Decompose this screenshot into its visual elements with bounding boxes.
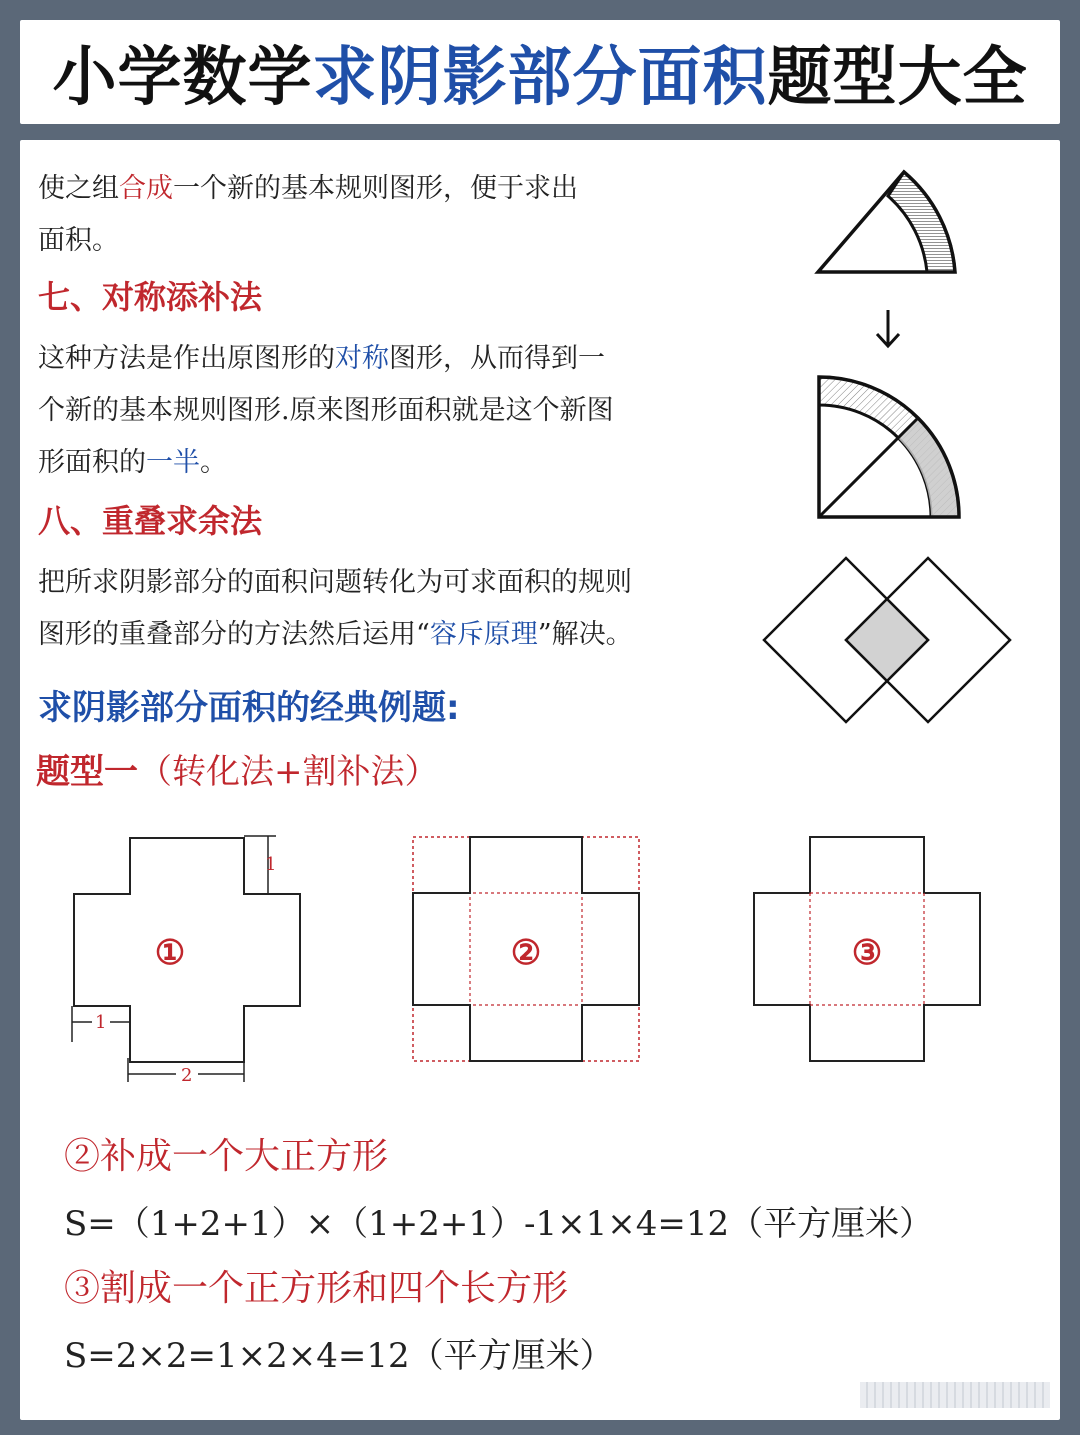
section7-highlight-3: 一半 (146, 447, 200, 478)
watermark (860, 1382, 1050, 1408)
title-part3: 题型大全 (767, 41, 1028, 115)
dim-top: 1 (265, 854, 277, 875)
intro-text-rest: 一个新的基本规则图形，便于求出 (173, 173, 578, 204)
title-part2: 求阴影部分面积 (312, 41, 768, 115)
sector-figure (810, 166, 1060, 346)
intro-text: 使之组 (38, 173, 119, 204)
type1-heading (36, 744, 439, 793)
section7-heading: 七、对称添补法 (38, 278, 263, 316)
section7-text-3: 形面积的 (38, 447, 146, 478)
section8-text-rest: ”解决。 (537, 619, 633, 650)
figure-3 (750, 832, 990, 1072)
method-2-formula: S=（1+2+1）×（1+2+1）-1×1×4=12（平方厘米） (64, 1204, 934, 1244)
dim-left: 1 (95, 1012, 107, 1033)
figure-2-label: ② (510, 933, 542, 973)
section8-highlight: 容斥原理 (429, 619, 538, 650)
quarter-circle-figure (814, 372, 974, 532)
type1-rest: （转化法+割补法） (138, 752, 439, 792)
down-arrow-icon (868, 302, 908, 352)
section7-line-2: 个新的基本规则图形.原来图形面积就是这个新图 (38, 395, 614, 426)
section7-line-1 (38, 336, 605, 375)
page-title (20, 20, 1060, 124)
figure-1-label: ① (154, 933, 186, 973)
overlapping-squares-figure (760, 554, 1020, 734)
section8-line-1: 把所求阴影部分的面积问题转化为可求面积的规则 (38, 567, 632, 598)
type1-bold: 题型一 (36, 752, 138, 792)
method-3-formula: S=2×2=1×2×4=12（平方厘米） (64, 1336, 614, 1376)
figure-3-label: ③ (851, 933, 883, 973)
examples-heading: 求阴影部分面积的经典例题: (38, 688, 460, 728)
method-2-title: ②补成一个大正方形 (64, 1136, 389, 1177)
section8-line-2 (38, 612, 633, 651)
section7-text-rest: 图形，从而得到一 (389, 343, 605, 374)
section8-heading: 八、重叠求余法 (38, 502, 263, 540)
overlap-region (846, 599, 928, 681)
title-part1: 小学数学 (52, 41, 313, 115)
intro-line-1 (38, 166, 578, 205)
section7-line-3 (38, 440, 227, 479)
figure-2 (408, 832, 648, 1072)
intro-highlight: 合成 (119, 173, 173, 204)
content-panel (20, 140, 1060, 1420)
figure-1 (60, 830, 320, 1090)
intro-line-2: 面积。 (38, 225, 119, 256)
dim-bottom: 2 (181, 1065, 193, 1086)
section7-text: 这种方法是作出原图形的 (38, 343, 335, 374)
section8-text: 图形的重叠部分的方法然后运用“ (38, 619, 430, 650)
method-3-title: ③割成一个正方形和四个长方形 (64, 1268, 569, 1309)
section7-highlight: 对称 (335, 343, 389, 374)
section7-text-3-end: 。 (200, 447, 227, 478)
